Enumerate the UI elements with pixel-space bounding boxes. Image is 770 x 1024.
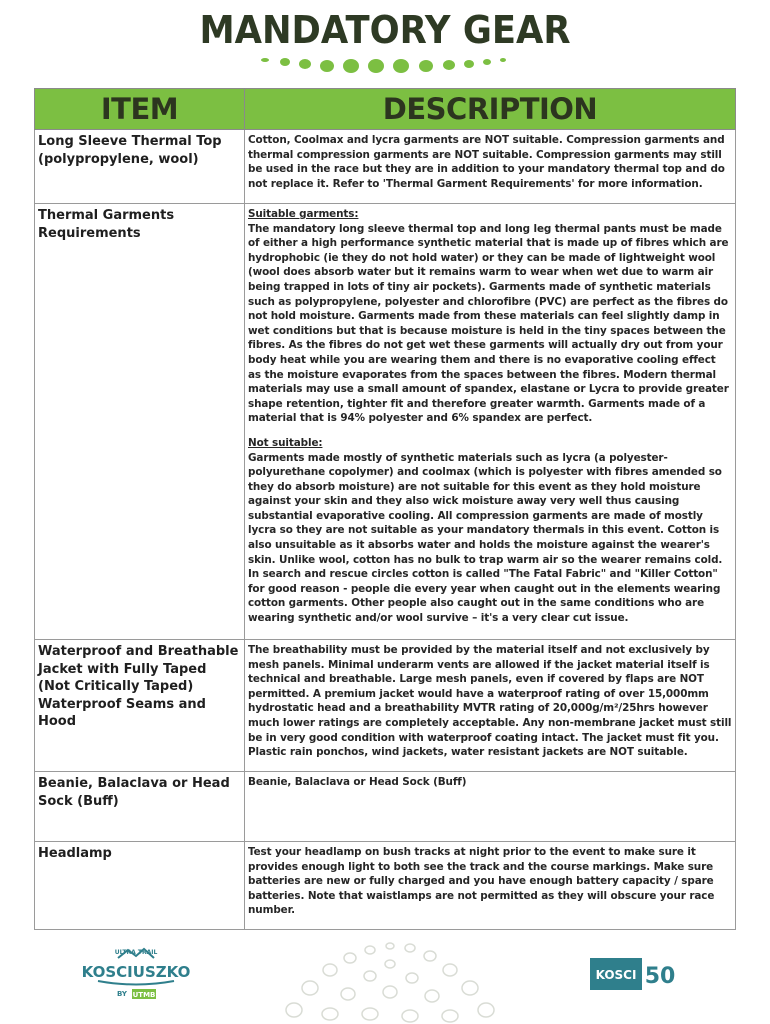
kosci-50-logo — [590, 958, 678, 990]
description-cell: Test your headlamp on bush tracks at night prior to the event to make sure it provides enough light to both see the track and the course markings. Make sure batteries are new or fully charged and you have enough battery capacity / spare batteries. Note that waistlamps are not permitted as they will obscure your race number. — [245, 842, 736, 930]
description-cell: Cotton, Coolmax and lycra garments are NOT suitable. Compression garments and thermal compression garments are NOT suitable. Compression garments may still be used in the race but they are in addition to your mandatory thermal top and do not replace it. Refer to 'Thermal Garment Requirements' for more information. — [245, 130, 736, 204]
suitable-text: The mandatory long sleeve thermal top and long leg thermal pants must be made of either a high performance synthetic material that is made up of fibres which are hydrophobic (ie they do not hold water) or they can be made of lightweight wool (wool does absorb water but it remains warm to wear when wet due to warm air being trapped in lots of tiny air pockets). Garments made of synthetic materials such as polypropylene, polyester and chlorofibre (PVC) are perfect as the fibres do not hold moisture. Garments made from these materials can feel slightly damp in wet conditions but that is because moisture is held in the tiny spaces between the fibres. As the fibres do not get wet these garments will actually dry out from your body heat while you are wearing them and there is no evaporative cooling effect as the moisture evaporates from the spaces between the fibres. Modern thermal materials may use a small amount of spandex, elastane or Lycra to provide greater shape retention, tighter fit and therefore greater warmth. Garments made of a material that is 94% polyester and 6% spandex are perfect. — [248, 222, 729, 425]
description-cell: Beanie, Balaclava or Head Sock (Buff) — [245, 772, 736, 842]
kosciuszko-logo — [81, 944, 191, 1008]
item-cell: Waterproof and Breathable Jacket with Fully Taped (Not Critically Taped) Waterproof Seams and Hood — [35, 640, 245, 772]
column-header-item: ITEM — [35, 89, 245, 130]
logo-top-text: ULTRA TRAIL — [114, 949, 158, 956]
logo-by-text: BY — [116, 990, 128, 998]
item-cell: Thermal Garments Requirements — [35, 204, 245, 640]
item-cell: Long Sleeve Thermal Top (polypropylene, wool) — [35, 130, 245, 204]
logo-brand-text: UTMB — [132, 991, 156, 999]
not-suitable-heading: Not suitable: — [248, 436, 323, 449]
logo-kosci-text: KOSCI — [595, 968, 637, 982]
item-cell: Beanie, Balaclava or Head Sock (Buff) — [35, 772, 245, 842]
table-row — [35, 204, 736, 640]
logo-name-text: KOSCIUSZKO — [81, 963, 191, 981]
column-header-description: DESCRIPTION — [245, 89, 736, 130]
table-row — [35, 842, 736, 930]
mandatory-gear-table — [34, 88, 736, 930]
decorative-dots-art — [270, 934, 510, 1024]
table-row — [35, 640, 736, 772]
item-cell: Headlamp — [35, 842, 245, 930]
table-row — [35, 130, 736, 204]
page-title: MANDATORY GEAR — [199, 8, 571, 52]
logo-50-text: 50 — [644, 964, 676, 989]
suitable-heading: Suitable garments: — [248, 208, 359, 220]
table-header-row — [35, 89, 736, 130]
description-cell: The breathability must be provided by the material itself and not exclusively by mesh panels. Minimal underarm vents are allowed if the jacket material itself is technical and breathable. Large mesh panels, even if covered by flaps are NOT permitted. A premium jacket would have a waterproof rating of over 15,000mm hydrostatic head and a breathability MVTR rating of 20,000g/m²/25hrs however much lower ratings are completely acceptable. Any non-membrane jacket must still be in very good condition with waterproof coating intact. The jacket must fit you. Plastic rain ponchos, wind jackets, water resistant jackets are NOT suitable. — [245, 640, 736, 772]
not-suitable-text: Garments made mostly of synthetic materials such as lycra (a polyester-polyurethane copolymer) and coolmax (which is polyester with fibres amended so they do absorb moisture) are not suitable for this event as they hold moisture against your skin and they also wick moisture away very well thus causing substantial evaporative cooling. All compression garments are made of mostly lycra so they are not suitable as your mandatory thermals in this event. Cotton is also unsuitable as it absorbs water and holds the moisture against the wearer's skin. Unlike wool, cotton has no bulk to trap warm air so the wearer remains cold. In search and rescue circles cotton is called "The Fatal Fabric" and "Killer Cotton" for good reason - people die every year when caught out in the elements wearing cotton garments. Other people also caught out in the same conditions who are wearing synthetic and/or wool survive – it's a very clear cut issue. — [248, 451, 723, 625]
table-row — [35, 772, 736, 842]
title-decoration-dots — [255, 54, 515, 78]
description-cell — [245, 204, 736, 640]
